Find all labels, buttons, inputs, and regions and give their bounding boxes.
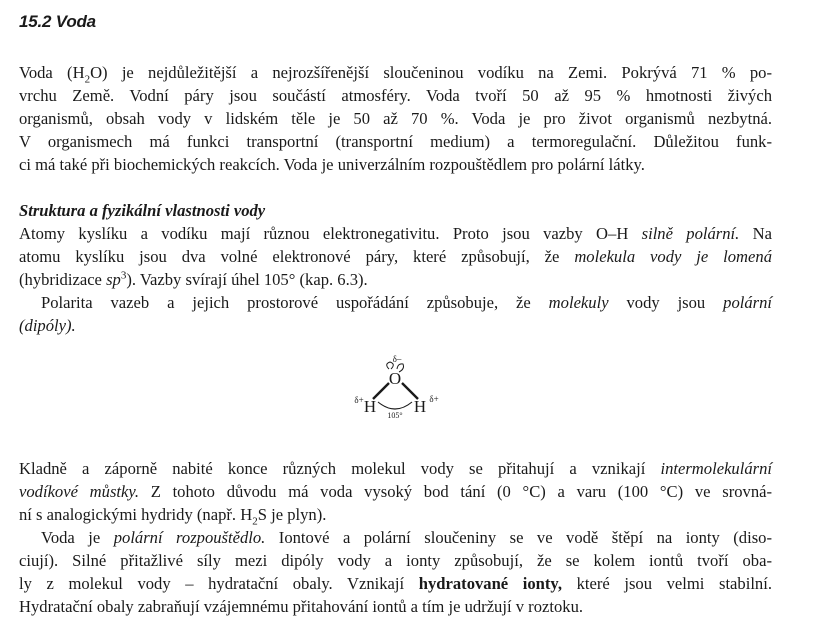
structure-line-3: (hybridizace $sp^3$). Vazby svírají úhel 105° (kap. 6.3). (19, 269, 368, 289)
intro-line-3: organismů, obsah vody v lidském těle je 50 až 70 %. Voda je pro život organismů nezbytná. (19, 109, 772, 128)
bonds-line-2: vodíkové můstky. Z tohoto důvodu má voda vysoký bod tání (0 °C) a varu (100 °C) ve srovná- (19, 482, 773, 501)
intro-line-4: V organismech má funkci transportní (transportní medium) a termoregulační. Důležitou funk- (19, 132, 772, 151)
bonds-line-5: ciují). Silné přitažlivé síly mezi dipóly vody a ionty způsobují, že se kolem iontů tvoří oba- (19, 551, 772, 570)
bond-angle-label: 105° (387, 411, 403, 420)
structure-section (19, 199, 772, 337)
structure-line-4: Polarita vazeb a jejich prostorové uspořádání způsobuje, že molekuly vody jsou polární (41, 293, 773, 312)
structure-line-5: (dipóly). (19, 316, 76, 335)
water-molecule-svg (340, 350, 450, 425)
hydrogen-atom-left: H (363, 397, 377, 416)
intro-paragraph (19, 61, 772, 176)
section-title: 15.2 Voda (19, 12, 96, 31)
structure-line-1: Atomy kyslíku a vodíku mají různou elektronegativitu. Proto jsou vazby O–H silně polární. Na (19, 224, 772, 243)
bonds-line-6: ly z molekul vody – hydratační obaly. Vznikají hydratované ionty, které jsou velmi stabilní. (19, 574, 772, 593)
bonds-line-3: ní s analogickými hydridy (např. $H_2S$ je plyn). (19, 505, 327, 528)
structure-line-2: atomu kyslíku jsou dva volné elektronové páry, které způsobují, že molekula vody je lomená (19, 247, 772, 266)
partial-charge-hydrogen-right: δ+ (429, 394, 439, 404)
oxygen-atom: O (388, 369, 402, 388)
bonds-line-4: Voda je polární rozpouštědlo. Iontové a polární sloučeniny se ve vodě štěpí na ionty (diso- (41, 528, 772, 547)
water-molecule-diagram (340, 350, 450, 425)
intro-line-2: vrchu Země. Vodní páry jsou součástí atmosféry. Voda tvoří 50 až 95 % hmotnosti živých (19, 86, 772, 105)
bonds-line-1: Kladně a záporně nabité konce různých molekul vody se přitahují a vznikají intermolekulární (19, 459, 772, 478)
intro-line-1: Voda $(H_2O)$ je nejdůležitější a nejrozšířenější sloučeninou vodíku na Zemi. Pokrývá 71 % po- (19, 63, 772, 86)
partial-charge-hydrogen-left: δ+ (354, 395, 364, 405)
hydrogen-bonds-section (19, 457, 772, 618)
partial-charge-oxygen: δ– (392, 354, 402, 364)
hydrogen-atom-right: H (413, 397, 427, 416)
bonds-line-7: Hydratační obaly zabraňují vzájemnému přitahování iontů a tím je udržují v roztoku. (19, 597, 584, 616)
structure-heading: Struktura a fyzikální vlastnosti vody (19, 201, 266, 220)
bond-angle-arc (378, 402, 412, 409)
intro-line-5: ci má také při biochemických reakcích. Voda je univerzálním rozpouštědlem pro polární látky. (19, 155, 645, 174)
